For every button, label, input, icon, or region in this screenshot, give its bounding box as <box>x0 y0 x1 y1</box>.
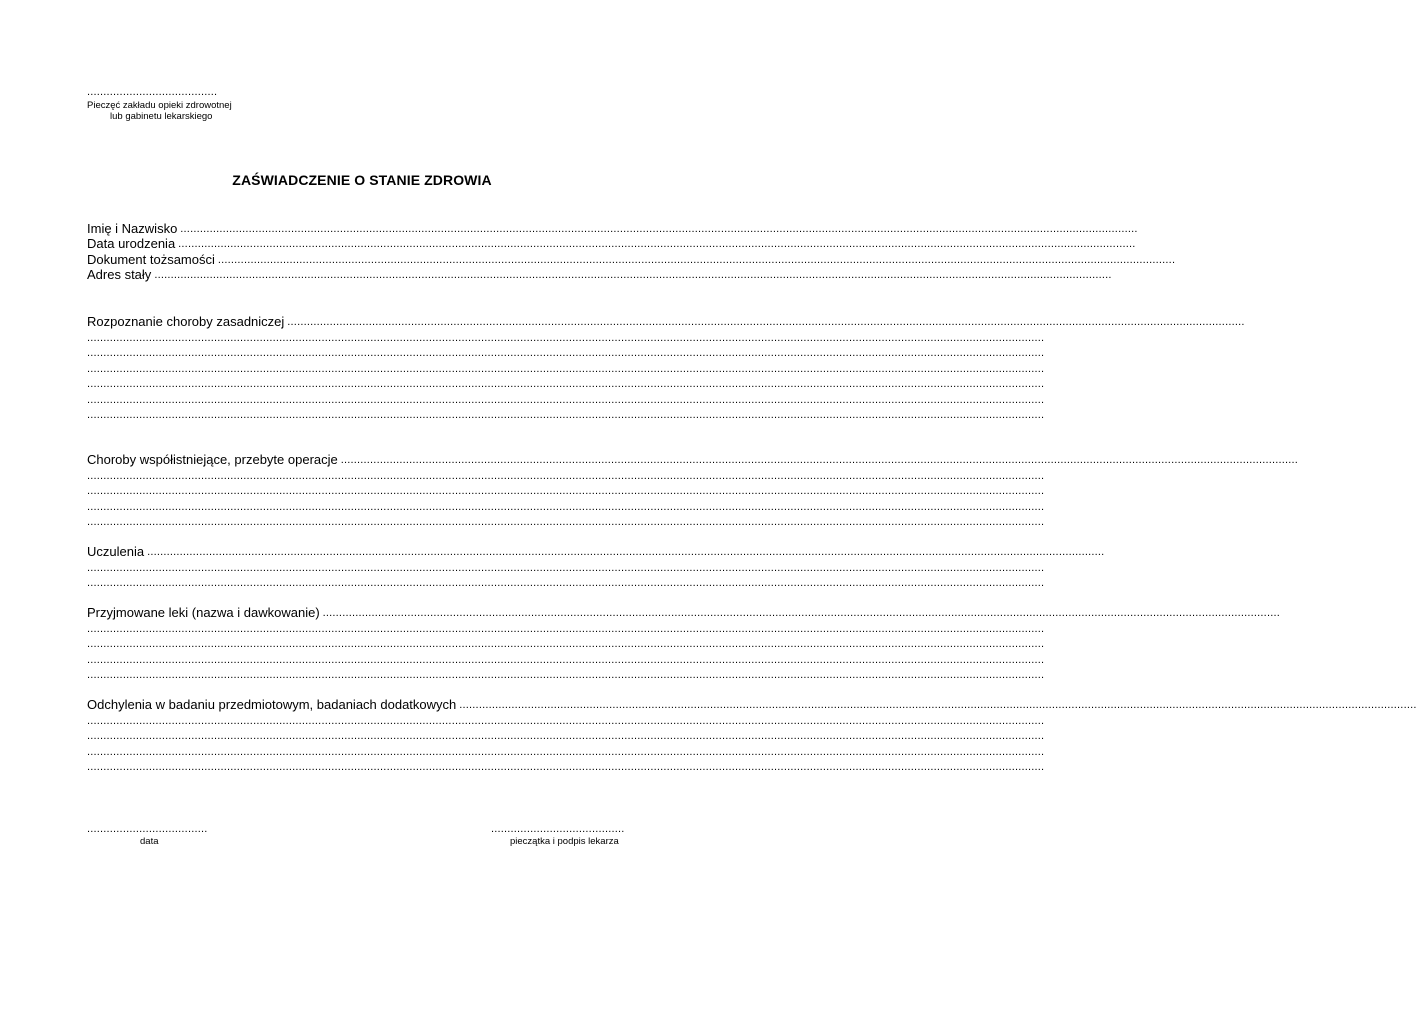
dotted-line: ...................................................................................................................................................................................................................................................................................................... <box>87 394 1045 406</box>
diagnosis-dots: ...................................................................................................................................................................................................................................................................................................... <box>287 316 1245 328</box>
medications-dots: ...................................................................................................................................................................................................................................................................................................... <box>322 607 1280 619</box>
medications-line[interactable] <box>87 620 1045 636</box>
id-document-dots: ...................................................................................................................................................................................................................................................................................................... <box>217 254 1176 266</box>
dotted-line: ...................................................................................................................................................................................................................................................................................................... <box>87 347 1045 359</box>
diagnosis-line[interactable] <box>87 344 1045 360</box>
id-document-label: Dokument tożsamości <box>87 252 215 267</box>
name-label: Imię i Nazwisko <box>87 221 178 236</box>
dotted-line: ...................................................................................................................................................................................................................................................................................................... <box>87 638 1045 650</box>
diagnosis-line[interactable] <box>87 406 1045 422</box>
signature-label: pieczątka i podpis lekarza <box>510 836 619 847</box>
deviations-line[interactable] <box>87 743 1045 759</box>
document-title: ZAŚWIADCZENIE O STANIE ZDROWIA <box>232 172 492 188</box>
comorbidities-line[interactable] <box>87 482 1045 498</box>
diagnosis-line[interactable] <box>87 329 1045 345</box>
birth-date-field[interactable] <box>87 235 1136 251</box>
allergies-dots: ...................................................................................................................................................................................................................................................................................................... <box>147 546 1105 558</box>
dotted-line: ...................................................................................................................................................................................................................................................................................................... <box>87 378 1045 390</box>
birth-date-dots: ...................................................................................................................................................................................................................................................................................................... <box>178 238 1136 250</box>
address-label: Adres stały <box>87 267 152 282</box>
deviations-line[interactable] <box>87 712 1045 728</box>
date-label: data <box>140 836 159 847</box>
medications-label: Przyjmowane leki (nazwa i dawkowanie) <box>87 605 320 620</box>
name-field[interactable] <box>87 220 1138 236</box>
dotted-line: ...................................................................................................................................................................................................................................................................................................... <box>87 501 1045 513</box>
allergies-field[interactable] <box>87 543 1105 559</box>
diagnosis-label: Rozpoznanie choroby zasadniczej <box>87 314 285 329</box>
dotted-line: ...................................................................................................................................................................................................................................................................................................... <box>87 577 1045 589</box>
dotted-line: ...................................................................................................................................................................................................................................................................................................... <box>87 761 1045 773</box>
diagnosis-line[interactable] <box>87 360 1045 376</box>
allergies-line[interactable] <box>87 559 1045 575</box>
date-dots[interactable]: ..................................... <box>87 823 208 835</box>
name-dots: ...................................................................................................................................................................................................................................................................................................... <box>180 223 1138 235</box>
medications-field[interactable] <box>87 604 1280 620</box>
comorbidities-field[interactable] <box>87 451 1299 467</box>
allergies-label: Uczulenia <box>87 544 145 559</box>
dotted-line: ...................................................................................................................................................................................................................................................................................................... <box>87 730 1045 742</box>
deviations-line[interactable] <box>87 727 1045 743</box>
dotted-line: ...................................................................................................................................................................................................................................................................................................... <box>87 516 1045 528</box>
stamp-dots: ........................................ <box>87 86 218 98</box>
address-dots: ...................................................................................................................................................................................................................................................................................................... <box>154 269 1112 281</box>
stamp-line-1: Pieczęć zakładu opieki zdrowotnej <box>87 100 232 111</box>
dotted-line: ...................................................................................................................................................................................................................................................................................................... <box>87 715 1045 727</box>
medications-line[interactable] <box>87 651 1045 667</box>
diagnosis-line[interactable] <box>87 375 1045 391</box>
dotted-line: ...................................................................................................................................................................................................................................................................................................... <box>87 746 1045 758</box>
comorbidities-dots: ...................................................................................................................................................................................................................................................................................................... <box>340 454 1299 466</box>
medications-line[interactable] <box>87 635 1045 651</box>
birth-date-label: Data urodzenia <box>87 236 176 251</box>
comorbidities-line[interactable] <box>87 513 1045 529</box>
deviations-dots: ...................................................................................................................................................................................................................................................................................................... <box>459 699 1417 711</box>
dotted-line: ...................................................................................................................................................................................................................................................................................................... <box>87 332 1045 344</box>
comorbidities-line[interactable] <box>87 467 1045 483</box>
deviations-label: Odchylenia w badaniu przedmiotowym, badaniach dodatkowych <box>87 697 457 712</box>
dotted-line: ...................................................................................................................................................................................................................................................................................................... <box>87 409 1045 421</box>
comorbidities-label: Choroby współistniejące, przebyte operacje <box>87 452 338 467</box>
comorbidities-line[interactable] <box>87 498 1045 514</box>
dotted-line: ...................................................................................................................................................................................................................................................................................................... <box>87 470 1045 482</box>
dotted-line: ...................................................................................................................................................................................................................................................................................................... <box>87 669 1045 681</box>
address-field[interactable] <box>87 266 1112 282</box>
signature-dots[interactable]: ......................................... <box>491 823 625 835</box>
allergies-line[interactable] <box>87 574 1045 590</box>
diagnosis-field[interactable] <box>87 313 1245 329</box>
deviations-line[interactable] <box>87 758 1045 774</box>
dotted-line: ...................................................................................................................................................................................................................................................................................................... <box>87 485 1045 497</box>
medications-line[interactable] <box>87 666 1045 682</box>
diagnosis-line[interactable] <box>87 391 1045 407</box>
stamp-line-2: lub gabinetu lekarskiego <box>110 111 213 122</box>
dotted-line: ...................................................................................................................................................................................................................................................................................................... <box>87 363 1045 375</box>
deviations-field[interactable] <box>87 696 1417 712</box>
dotted-line: ...................................................................................................................................................................................................................................................................................................... <box>87 562 1045 574</box>
dotted-line: ...................................................................................................................................................................................................................................................................................................... <box>87 654 1045 666</box>
id-document-field[interactable] <box>87 251 1176 267</box>
dotted-line: ...................................................................................................................................................................................................................................................................................................... <box>87 623 1045 635</box>
